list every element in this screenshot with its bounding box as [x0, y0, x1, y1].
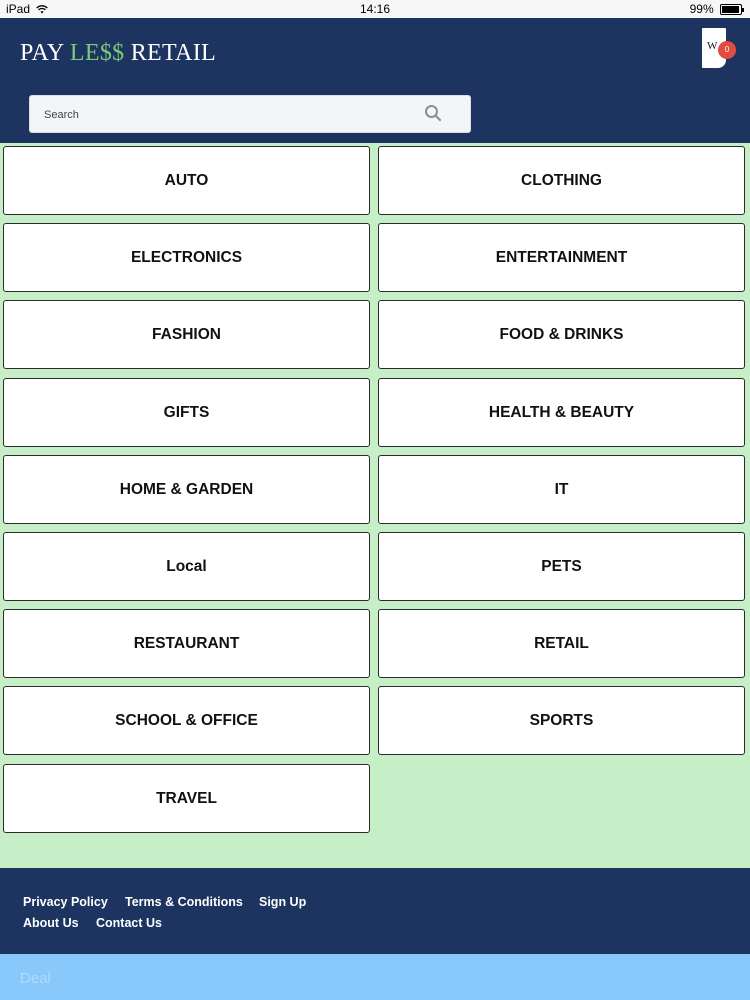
category-button[interactable]: HOME & GARDEN — [3, 455, 370, 524]
category-button[interactable]: AUTO — [3, 146, 370, 215]
category-button[interactable]: SCHOOL & OFFICE — [3, 686, 370, 755]
bottom-bar[interactable] — [0, 954, 750, 1000]
category-button[interactable]: PETS — [378, 532, 745, 601]
category-button[interactable]: GIFTS — [3, 378, 370, 447]
category-button[interactable]: Local — [3, 532, 370, 601]
battery-percent: 99% — [689, 2, 714, 16]
brand-text-2: RETAIL — [124, 40, 216, 66]
app-header — [0, 18, 750, 143]
category-button[interactable]: FOOD & DRINKS — [378, 300, 745, 369]
category-button[interactable]: RESTAURANT — [3, 609, 370, 678]
brand-text-accent: LE$$ — [69, 40, 125, 66]
footer — [0, 868, 750, 954]
sign-up-link[interactable]: Sign Up — [259, 895, 307, 909]
privacy-policy-link[interactable]: Privacy Policy — [23, 895, 108, 909]
battery-indicator — [690, 2, 742, 16]
search-input[interactable] — [42, 105, 416, 125]
category-button[interactable]: SPORTS — [378, 686, 745, 755]
search-bar — [29, 95, 471, 133]
category-button[interactable]: RETAIL — [378, 609, 745, 678]
terms-conditions-link[interactable]: Terms & Conditions — [125, 895, 243, 909]
battery-icon — [720, 4, 742, 15]
brand-logo[interactable] — [20, 40, 216, 67]
cart-letter: W — [707, 40, 718, 52]
cart-count-badge: 0 — [718, 41, 736, 59]
category-button[interactable]: IT — [378, 455, 745, 524]
category-button[interactable]: CLOTHING — [378, 146, 745, 215]
device-name: iPad — [6, 2, 31, 16]
status-bar — [0, 0, 750, 18]
cart-button[interactable] — [702, 28, 730, 68]
clock: 14:16 — [359, 2, 391, 16]
category-button[interactable]: TRAVEL — [3, 764, 370, 833]
brand-text-1: PAY — [20, 40, 70, 66]
category-button[interactable]: HEALTH & BEAUTY — [378, 378, 745, 447]
bottom-bar-label: Deal — [20, 970, 51, 987]
about-us-link[interactable]: About Us — [23, 916, 79, 930]
category-button[interactable]: ENTERTAINMENT — [378, 223, 745, 292]
search-icon[interactable] — [424, 104, 442, 122]
category-button[interactable]: ELECTRONICS — [3, 223, 370, 292]
contact-us-link[interactable]: Contact Us — [96, 916, 162, 930]
category-button[interactable]: FASHION — [3, 300, 370, 369]
